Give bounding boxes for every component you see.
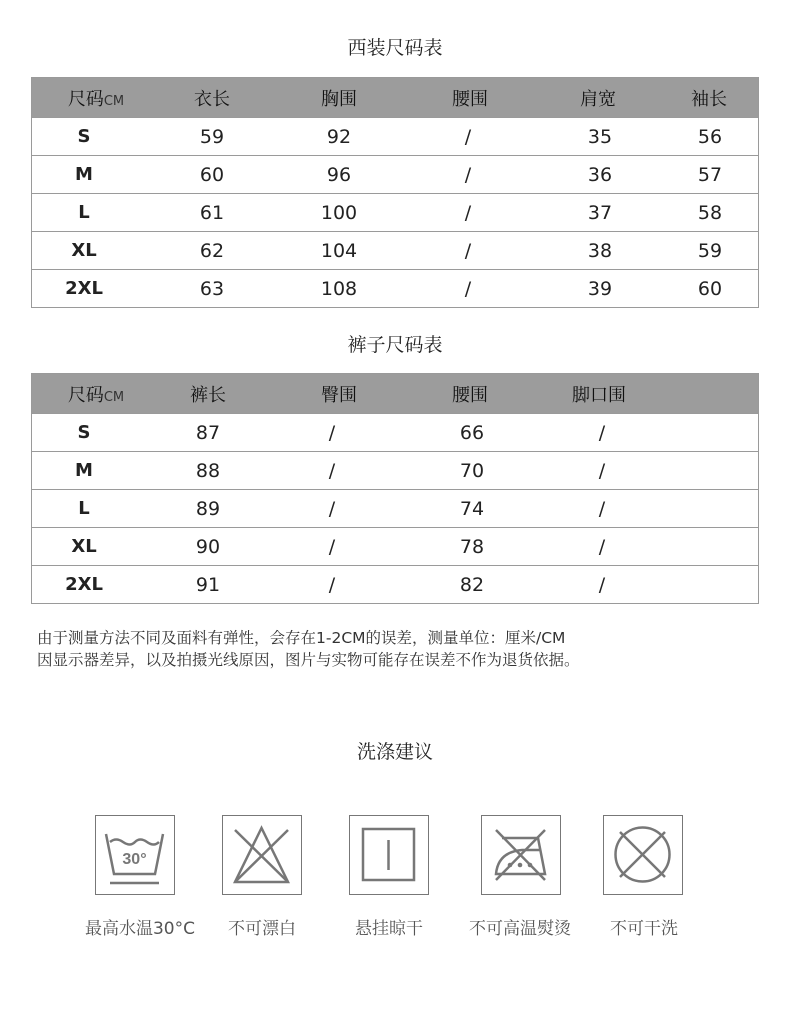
suit-row [32,269,758,307]
suit-cell: 37 [587,201,613,224]
pants-size-table [31,373,759,604]
suit-cell: / [464,125,472,148]
suit-cell: 104 [320,239,358,262]
suit-cell: 62 [199,239,225,262]
pants-cell: 82 [459,573,485,596]
pants-row-size: S [77,422,91,443]
suit-row-size: S [77,126,91,147]
pants-header-hip: 臀围 [321,384,357,406]
pants-row-size: M [75,460,93,481]
no-iron-icon [481,815,561,895]
pants-row-size: L [78,498,90,519]
suit-header-chest: 胸围 [321,88,357,110]
suit-cell: 59 [697,239,723,262]
pants-header-size: 尺码CM [67,384,125,406]
pants-cell: 90 [195,535,221,558]
pants-cell: 91 [195,573,221,596]
suit-row-size: L [78,202,90,223]
suit-row [32,117,758,155]
suit-cell: / [464,201,472,224]
suit-size-table [31,77,759,308]
suit-cell: 56 [697,125,723,148]
pants-cell: 78 [459,535,485,558]
wash-30-icon [95,815,175,895]
suit-table-header [32,78,758,117]
measurement-notes [37,627,580,671]
care-label-no-bleach: 不可漂白 [228,919,296,939]
suit-header-shoulder: 肩宽 [580,88,616,110]
suit-header-size: 尺码CM [67,88,125,110]
suit-cell: 38 [587,239,613,262]
pants-header-hem: 脚口围 [572,384,626,406]
note-line-2: 因显示器差异，以及拍摄光线原因，图片与实物可能存在误差不作为退货依据。 [37,651,580,669]
pants-cell: 89 [195,497,221,520]
pants-cell: / [328,459,336,482]
suit-header-length: 衣长 [194,88,230,110]
suit-cell: 100 [320,201,358,224]
pants-row [32,565,758,603]
suit-row [32,155,758,193]
pants-cell: 66 [459,421,485,444]
suit-cell: 108 [320,277,358,300]
suit-cell: 58 [697,201,723,224]
suit-header-waist: 腰围 [452,88,488,110]
suit-cell: 60 [697,277,723,300]
suit-cell: 61 [199,201,225,224]
pants-cell: / [598,573,606,596]
pants-row [32,413,758,451]
suit-cell: / [464,277,472,300]
suit-cell: / [464,163,472,186]
pants-table-header [32,374,758,413]
care-label-no-iron: 不可高温熨烫 [469,919,571,939]
suit-cell: 36 [587,163,613,186]
suit-cell: 35 [587,125,613,148]
pants-cell: / [598,497,606,520]
pants-cell: 88 [195,459,221,482]
care-label-wash: 最高水温30°C [84,919,196,939]
pants-table-title: 裤子尺码表 [347,334,443,356]
wash-temp-text: 30° [122,851,147,868]
suit-cell: 92 [326,125,352,148]
suit-cell: 60 [199,163,225,186]
pants-row-size: XL [71,536,97,557]
pants-cell: 87 [195,421,221,444]
suit-cell: 96 [326,163,352,186]
care-label-no-dry-clean: 不可干洗 [610,919,678,939]
pants-row [32,527,758,565]
suit-row-size: XL [71,240,97,261]
suit-row [32,231,758,269]
suit-cell: 63 [199,277,225,300]
pants-row-size: 2XL [65,574,103,595]
care-title: 洗涤建议 [356,741,433,763]
pants-cell: / [328,535,336,558]
pants-cell: / [328,573,336,596]
care-label-line-dry: 悬挂晾干 [355,919,423,939]
suit-cell: 59 [199,125,225,148]
note-line-1: 由于测量方法不同及面料有弹性，会存在1-2CM的误差，测量单位：厘米/CM [37,629,566,647]
pants-cell: / [328,497,336,520]
pants-cell: / [598,459,606,482]
suit-cell: 39 [587,277,613,300]
pants-row [32,489,758,527]
suit-cell: 57 [697,163,723,186]
suit-cell: / [464,239,472,262]
pants-cell: 70 [459,459,485,482]
line-dry-icon [349,815,429,895]
suit-row-size: 2XL [65,278,103,299]
no-bleach-icon [222,815,302,895]
suit-header-sleeve: 袖长 [691,88,727,110]
suit-row [32,193,758,231]
pants-cell: 74 [459,497,485,520]
pants-cell: / [598,535,606,558]
suit-row-size: M [75,164,93,185]
pants-cell: / [598,421,606,444]
pants-row [32,451,758,489]
suit-table-title: 西装尺码表 [347,37,443,59]
no-dry-clean-icon [603,815,683,895]
pants-header-waist: 腰围 [452,384,488,406]
pants-cell: / [328,421,336,444]
pants-header-length: 裤长 [190,384,226,406]
